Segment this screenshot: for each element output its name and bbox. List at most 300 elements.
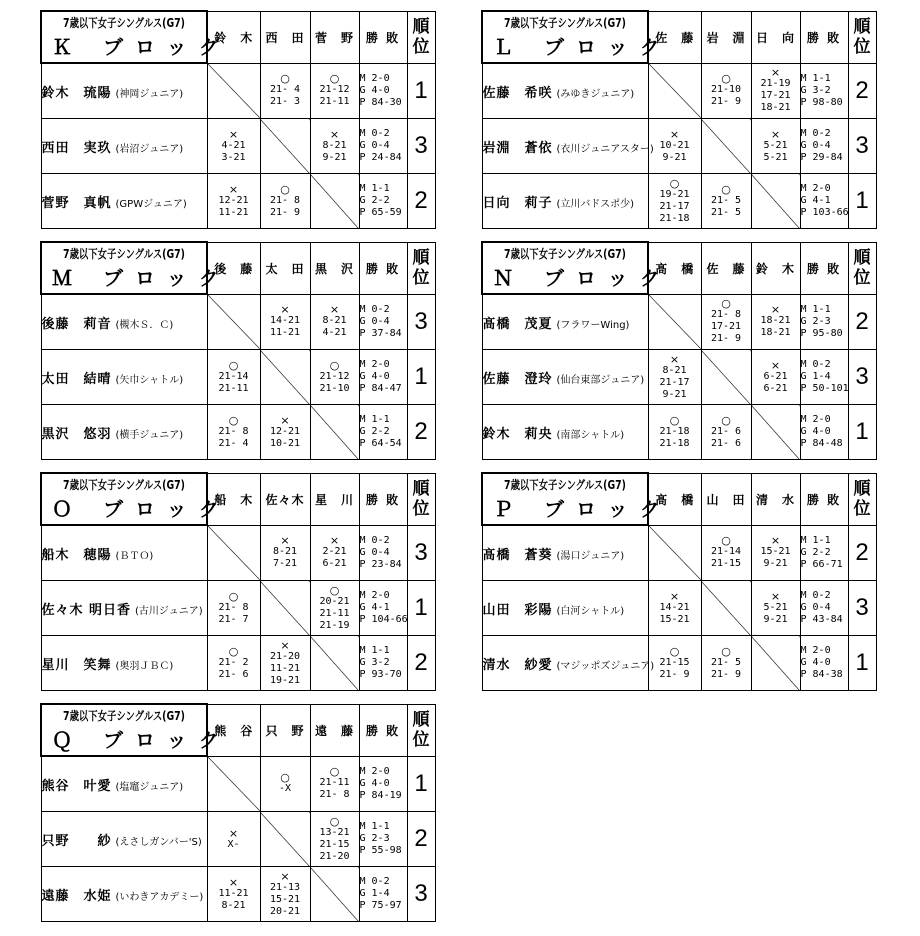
- match-result-cell: [260, 405, 310, 460]
- stat-line: M 0-2: [800, 590, 831, 601]
- results-table: [481, 472, 877, 691]
- stats-cell: [800, 636, 848, 691]
- block-title: [482, 11, 672, 63]
- category-label: 7歳以下女子シングルス(G7): [504, 478, 626, 492]
- stat-line: M 0-2: [359, 303, 390, 315]
- block-name: Ｌ ブロック: [493, 35, 672, 59]
- header-row: [41, 11, 435, 63]
- match-result-cell: [260, 756, 310, 812]
- result-mark: ○: [721, 182, 731, 196]
- stat-line: G 4-0: [800, 426, 831, 437]
- player-club: (矢巾シャトル): [115, 374, 184, 386]
- opponent-header: 鈴 木: [207, 11, 260, 63]
- player-row: [41, 581, 435, 636]
- stat-line: M 0-2: [800, 128, 831, 139]
- game-score: 21- 8: [218, 601, 249, 613]
- match-result-cell: [260, 63, 310, 119]
- player-club: (GPWジュニア): [115, 198, 187, 210]
- result-mark: ×: [280, 638, 290, 652]
- result-mark: ×: [329, 127, 340, 141]
- self-match-cell: [310, 405, 359, 460]
- match-result-cell: [751, 119, 800, 174]
- game-score: 4-21: [322, 327, 347, 339]
- match-result-cell: [751, 350, 800, 405]
- match-result-cell: [701, 405, 751, 460]
- player-row: [482, 350, 876, 405]
- game-score: 9-21: [662, 151, 687, 163]
- stats-cell: [359, 867, 407, 922]
- player-name: 後藤 莉音: [41, 316, 112, 332]
- header-row: [482, 473, 876, 525]
- player-cell: [482, 405, 648, 460]
- category-label: 7歳以下女子シングルス(G7): [504, 16, 626, 30]
- rank-value: 2: [848, 63, 876, 119]
- block-table: [481, 10, 875, 228]
- rank-value: 1: [407, 63, 435, 119]
- result-mark: ○: [228, 589, 239, 603]
- stat-line: M 1-1: [800, 303, 831, 315]
- game-score: 21-15: [319, 838, 350, 850]
- game-score: 14-21: [659, 601, 690, 613]
- game-score: 18-21: [760, 315, 791, 327]
- self-match-cell: [207, 525, 260, 581]
- opponent-header: 佐 藤: [648, 11, 701, 63]
- rank-value: 1: [407, 756, 435, 812]
- player-club: (古川ジュニア): [135, 605, 203, 617]
- game-score: 6-21: [322, 558, 347, 570]
- stat-line: P 55-98: [359, 845, 402, 856]
- rank-header-bottom: 位: [853, 499, 871, 519]
- player-name: 黒沢 悠羽: [41, 426, 112, 442]
- game-score: 10-21: [659, 139, 690, 151]
- game-score: 21- 4: [269, 84, 301, 96]
- stat-line: M 2-0: [359, 72, 390, 84]
- rank-value: 2: [407, 405, 435, 460]
- stat-line: M 2-0: [359, 590, 390, 601]
- rank-value: 1: [407, 350, 435, 405]
- result-mark: ○: [721, 644, 731, 658]
- self-match-cell: [701, 581, 751, 636]
- player-name: 清水 紗愛: [482, 657, 553, 673]
- opponent-header: 西 田: [260, 11, 310, 63]
- results-table: [40, 703, 436, 922]
- rank-header-bottom: 位: [412, 730, 430, 750]
- stats-cell: [800, 119, 848, 174]
- result-mark: ×: [228, 182, 239, 196]
- player-cell: [41, 119, 207, 174]
- match-result-cell: [701, 294, 751, 350]
- stat-line: M 2-0: [800, 183, 831, 194]
- opponent-header: 岩 淵: [701, 11, 751, 63]
- rank-value: 1: [407, 581, 435, 636]
- match-result-cell: [310, 581, 359, 636]
- game-score: 18-21: [760, 102, 791, 114]
- stat-line: M 0-2: [359, 128, 390, 139]
- player-club: (いわきアカデミー): [115, 891, 204, 903]
- player-cell: [482, 350, 648, 405]
- game-score: 19-21: [659, 188, 690, 200]
- game-score: 21-18: [659, 212, 690, 224]
- self-match-cell: [701, 350, 751, 405]
- game-score: 17-21: [710, 321, 742, 333]
- result-mark: ×: [770, 66, 781, 80]
- results-table: [481, 241, 877, 460]
- block-table: [40, 241, 434, 459]
- match-result-cell: [751, 63, 800, 119]
- game-score: 15-21: [659, 613, 690, 625]
- player-club: (南部シャトル): [556, 429, 625, 441]
- match-result-cell: [648, 350, 701, 405]
- game-score: -X: [278, 783, 292, 795]
- stats-header: 勝 敗: [800, 473, 848, 525]
- stats-header: 勝 敗: [800, 11, 848, 63]
- game-score: 19-21: [269, 674, 301, 686]
- game-score: 21-10: [710, 84, 742, 96]
- player-name: 髙橋 蒼葵: [482, 547, 553, 563]
- match-result-cell: [701, 63, 751, 119]
- self-match-cell: [751, 405, 800, 460]
- results-table: [40, 241, 436, 460]
- game-score: 11-21: [218, 887, 249, 899]
- stats-cell: [359, 350, 407, 405]
- block-name: Ｋ ブロック: [52, 35, 231, 59]
- game-score: 21- 6: [710, 437, 742, 449]
- player-row: [41, 756, 435, 812]
- stat-line: M 1-1: [800, 534, 831, 546]
- player-row: [482, 581, 876, 636]
- game-score: 12-21: [218, 194, 249, 206]
- stat-line: M 0-2: [800, 359, 831, 370]
- player-row: [41, 867, 435, 922]
- stat-line: P 75-97: [359, 900, 402, 911]
- result-mark: ○: [329, 358, 340, 372]
- self-match-cell: [648, 525, 701, 581]
- game-score: 21-14: [218, 370, 249, 382]
- rank-value: 3: [407, 119, 435, 174]
- match-result-cell: [648, 119, 701, 174]
- category-label: 7歳以下女子シングルス(G7): [63, 478, 185, 492]
- result-mark: ×: [228, 127, 239, 141]
- result-mark: ×: [770, 303, 781, 317]
- stats-header: 勝 敗: [800, 242, 848, 294]
- game-score: 21-11: [319, 777, 350, 789]
- result-mark: ×: [770, 534, 781, 548]
- game-score: 8-21: [322, 315, 347, 327]
- match-result-cell: [260, 525, 310, 581]
- stat-line: G 4-0: [359, 371, 390, 382]
- result-mark: ○: [669, 176, 680, 190]
- game-score: 21- 8: [319, 789, 350, 801]
- player-row: [482, 636, 876, 691]
- self-match-cell: [207, 294, 260, 350]
- player-name: 鈴木 琉陽: [41, 85, 112, 101]
- player-cell: [41, 63, 207, 119]
- result-mark: ×: [228, 826, 239, 840]
- result-mark: ○: [280, 72, 290, 86]
- player-club: (立川バドスポ少): [556, 198, 635, 210]
- game-score: 9-21: [322, 151, 347, 163]
- game-score: 3-21: [221, 151, 246, 163]
- game-score: 8-21: [272, 546, 298, 558]
- game-score: 21-19: [319, 619, 350, 631]
- rank-header: [407, 473, 435, 525]
- stat-line: P 104-66: [359, 614, 408, 625]
- results-table: [481, 10, 877, 229]
- rank-header-top: 順: [412, 248, 430, 268]
- match-result-cell: [310, 119, 359, 174]
- player-club: (衣川ジュニアスター): [556, 143, 654, 155]
- opponent-header: 佐 藤: [701, 242, 751, 294]
- opponent-header: 鈴 木: [751, 242, 800, 294]
- match-result-cell: [207, 812, 260, 867]
- self-match-cell: [310, 174, 359, 229]
- game-score: 21- 9: [269, 206, 301, 218]
- player-name: 西田 実玖: [41, 140, 112, 156]
- game-score: 21-12: [319, 84, 350, 96]
- result-mark: ×: [280, 534, 290, 548]
- result-mark: ○: [228, 358, 239, 372]
- stat-line: M 1-1: [359, 414, 390, 425]
- stat-line: G 4-0: [800, 657, 831, 668]
- stat-line: G 2-3: [800, 315, 831, 327]
- stats-cell: [359, 581, 407, 636]
- stats-cell: [800, 405, 848, 460]
- game-score: 13-21: [319, 826, 350, 838]
- match-result-cell: [310, 756, 359, 812]
- rank-value: 3: [407, 294, 435, 350]
- game-score: 20-21: [319, 595, 350, 607]
- stat-line: P 95-80: [800, 327, 843, 339]
- game-score: 8-21: [662, 364, 687, 376]
- player-cell: [41, 581, 207, 636]
- game-score: 15-21: [269, 893, 301, 905]
- stats-cell: [359, 174, 407, 229]
- game-score: 6-21: [763, 370, 788, 382]
- player-row: [482, 63, 876, 119]
- result-mark: ○: [228, 413, 239, 427]
- result-mark: ×: [280, 303, 290, 317]
- match-result-cell: [260, 636, 310, 691]
- stat-line: G 0-4: [359, 315, 390, 327]
- player-name: 髙橋 茂夏: [482, 316, 553, 332]
- stat-line: G 1-4: [800, 371, 831, 382]
- game-score: 21- 3: [269, 96, 301, 108]
- stat-line: M 2-0: [800, 414, 831, 425]
- stat-line: G 0-4: [800, 602, 831, 613]
- result-mark: ×: [770, 127, 781, 141]
- player-row: [41, 350, 435, 405]
- block-table: [40, 472, 434, 690]
- player-row: [41, 525, 435, 581]
- self-match-cell: [207, 63, 260, 119]
- result-mark: ×: [669, 589, 680, 603]
- rank-value: 3: [407, 525, 435, 581]
- category-label: 7歳以下女子シングルス(G7): [504, 247, 626, 261]
- player-cell: [482, 174, 648, 229]
- rank-header-bottom: 位: [853, 268, 871, 288]
- stat-line: P 24-84: [359, 152, 402, 163]
- stats-cell: [359, 294, 407, 350]
- match-result-cell: [701, 525, 751, 581]
- match-result-cell: [207, 405, 260, 460]
- player-club: (奥羽ＪＢＣ): [115, 660, 174, 672]
- category-label: 7歳以下女子シングルス(G7): [63, 709, 185, 723]
- player-row: [482, 525, 876, 581]
- player-club: (仙台東部ジュニア): [556, 374, 645, 386]
- stat-line: G 1-4: [359, 888, 390, 899]
- block-name: Ｑ ブロック: [52, 728, 231, 752]
- match-result-cell: [207, 119, 260, 174]
- match-result-cell: [648, 174, 701, 229]
- rank-header-bottom: 位: [412, 37, 430, 57]
- stats-cell: [359, 405, 407, 460]
- player-cell: [41, 636, 207, 691]
- stat-line: P 84-30: [359, 96, 402, 108]
- result-mark: ○: [329, 814, 340, 828]
- game-score: 21- 9: [710, 333, 742, 345]
- self-match-cell: [260, 350, 310, 405]
- category-label: 7歳以下女子シングルス(G7): [63, 16, 185, 30]
- player-club: (湯口ジュニア): [556, 550, 625, 562]
- opponent-header: 只 野: [260, 704, 310, 756]
- opponent-header: 熊 谷: [207, 704, 260, 756]
- player-row: [41, 63, 435, 119]
- game-score: 11-21: [269, 327, 301, 339]
- player-name: 佐々木 明日香: [41, 602, 132, 618]
- match-result-cell: [310, 812, 359, 867]
- opponent-header: 太 田: [260, 242, 310, 294]
- player-name: 鈴木 莉央: [482, 426, 553, 442]
- self-match-cell: [260, 119, 310, 174]
- stats-cell: [359, 756, 407, 812]
- game-score: 21- 8: [218, 425, 249, 437]
- stat-line: G 4-0: [359, 84, 390, 96]
- game-score: 15-21: [760, 546, 791, 558]
- self-match-cell: [701, 119, 751, 174]
- stats-header: 勝 敗: [359, 11, 407, 63]
- player-cell: [41, 350, 207, 405]
- stat-line: G 4-1: [359, 602, 390, 613]
- block-name: Ｍ ブロック: [52, 266, 231, 290]
- rank-value: 3: [848, 119, 876, 174]
- player-club: (白河シャトル): [556, 605, 625, 617]
- player-row: [41, 405, 435, 460]
- player-club: (えさしガンバー'S): [115, 836, 202, 848]
- game-score: 21-11: [218, 382, 249, 394]
- match-result-cell: [260, 294, 310, 350]
- match-result-cell: [207, 636, 260, 691]
- player-cell: [482, 294, 648, 350]
- game-score: 21-20: [319, 850, 350, 862]
- self-match-cell: [260, 812, 310, 867]
- player-name: 遠藤 水姫: [41, 888, 112, 904]
- player-club: (塩竈ジュニア): [115, 781, 184, 793]
- header-row: [482, 242, 876, 294]
- game-score: 21- 9: [710, 668, 742, 680]
- match-result-cell: [260, 867, 310, 922]
- rank-header: [407, 704, 435, 756]
- rank-header-bottom: 位: [853, 37, 871, 57]
- rank-header: [848, 11, 876, 63]
- player-cell: [482, 636, 655, 691]
- self-match-cell: [207, 756, 260, 812]
- game-score: 7-21: [272, 558, 298, 570]
- stat-line: P 23-84: [359, 558, 402, 570]
- game-score: 14-21: [269, 315, 301, 327]
- player-cell: [41, 525, 207, 581]
- game-score: 21-18: [659, 437, 690, 449]
- player-row: [41, 812, 435, 867]
- result-mark: ○: [329, 765, 340, 779]
- block-table: [481, 472, 875, 690]
- stat-line: M 1-1: [359, 821, 390, 832]
- game-score: 21- 5: [710, 656, 742, 668]
- header-row: [41, 704, 435, 756]
- opponent-header: 清 水: [751, 473, 800, 525]
- match-result-cell: [207, 350, 260, 405]
- rank-header: [848, 242, 876, 294]
- match-result-cell: [751, 525, 800, 581]
- self-match-cell: [310, 636, 359, 691]
- player-club: (岩沼ジュニア): [115, 143, 184, 155]
- header-row: [482, 11, 876, 63]
- player-cell: [41, 294, 207, 350]
- stat-line: P 66-71: [800, 558, 843, 570]
- stat-line: M 2-0: [359, 765, 390, 777]
- stats-cell: [800, 350, 848, 405]
- result-mark: ×: [329, 303, 340, 317]
- rank-value: 2: [407, 812, 435, 867]
- match-result-cell: [751, 581, 800, 636]
- opponent-header: 日 向: [751, 11, 800, 63]
- stat-line: P 84-38: [800, 669, 843, 680]
- match-result-cell: [701, 174, 751, 229]
- game-score: 21- 8: [710, 309, 742, 321]
- game-score: 21- 4: [218, 437, 249, 449]
- game-score: 21- 5: [710, 206, 742, 218]
- result-mark: ×: [770, 589, 781, 603]
- game-score: 9-21: [763, 558, 788, 570]
- stats-cell: [800, 294, 848, 350]
- result-mark: ○: [280, 182, 290, 196]
- stats-cell: [800, 174, 848, 229]
- game-score: 21- 7: [218, 613, 249, 625]
- game-score: 21-11: [319, 96, 350, 108]
- stat-line: P 43-84: [800, 614, 843, 625]
- player-cell: [482, 119, 654, 174]
- player-cell: [482, 525, 648, 581]
- stat-line: P 64-54: [359, 438, 402, 449]
- opponent-header: 船 木: [207, 473, 260, 525]
- player-row: [41, 119, 435, 174]
- game-score: 4-21: [221, 139, 246, 151]
- rank-header: [407, 11, 435, 63]
- rank-header-top: 順: [853, 248, 871, 268]
- player-name: 菅野 真帆: [41, 195, 112, 211]
- game-score: 21- 5: [710, 194, 742, 206]
- player-cell: [482, 63, 648, 119]
- game-score: 21-18: [659, 425, 690, 437]
- stat-line: P 50-101: [800, 383, 849, 394]
- self-match-cell: [648, 63, 701, 119]
- block-title: [41, 704, 231, 756]
- stats-cell: [359, 525, 407, 581]
- block-title: [41, 11, 231, 63]
- game-score: 9-21: [662, 388, 687, 400]
- rank-header: [848, 473, 876, 525]
- game-score: 5-21: [763, 601, 788, 613]
- category-label: 7歳以下女子シングルス(G7): [63, 247, 185, 261]
